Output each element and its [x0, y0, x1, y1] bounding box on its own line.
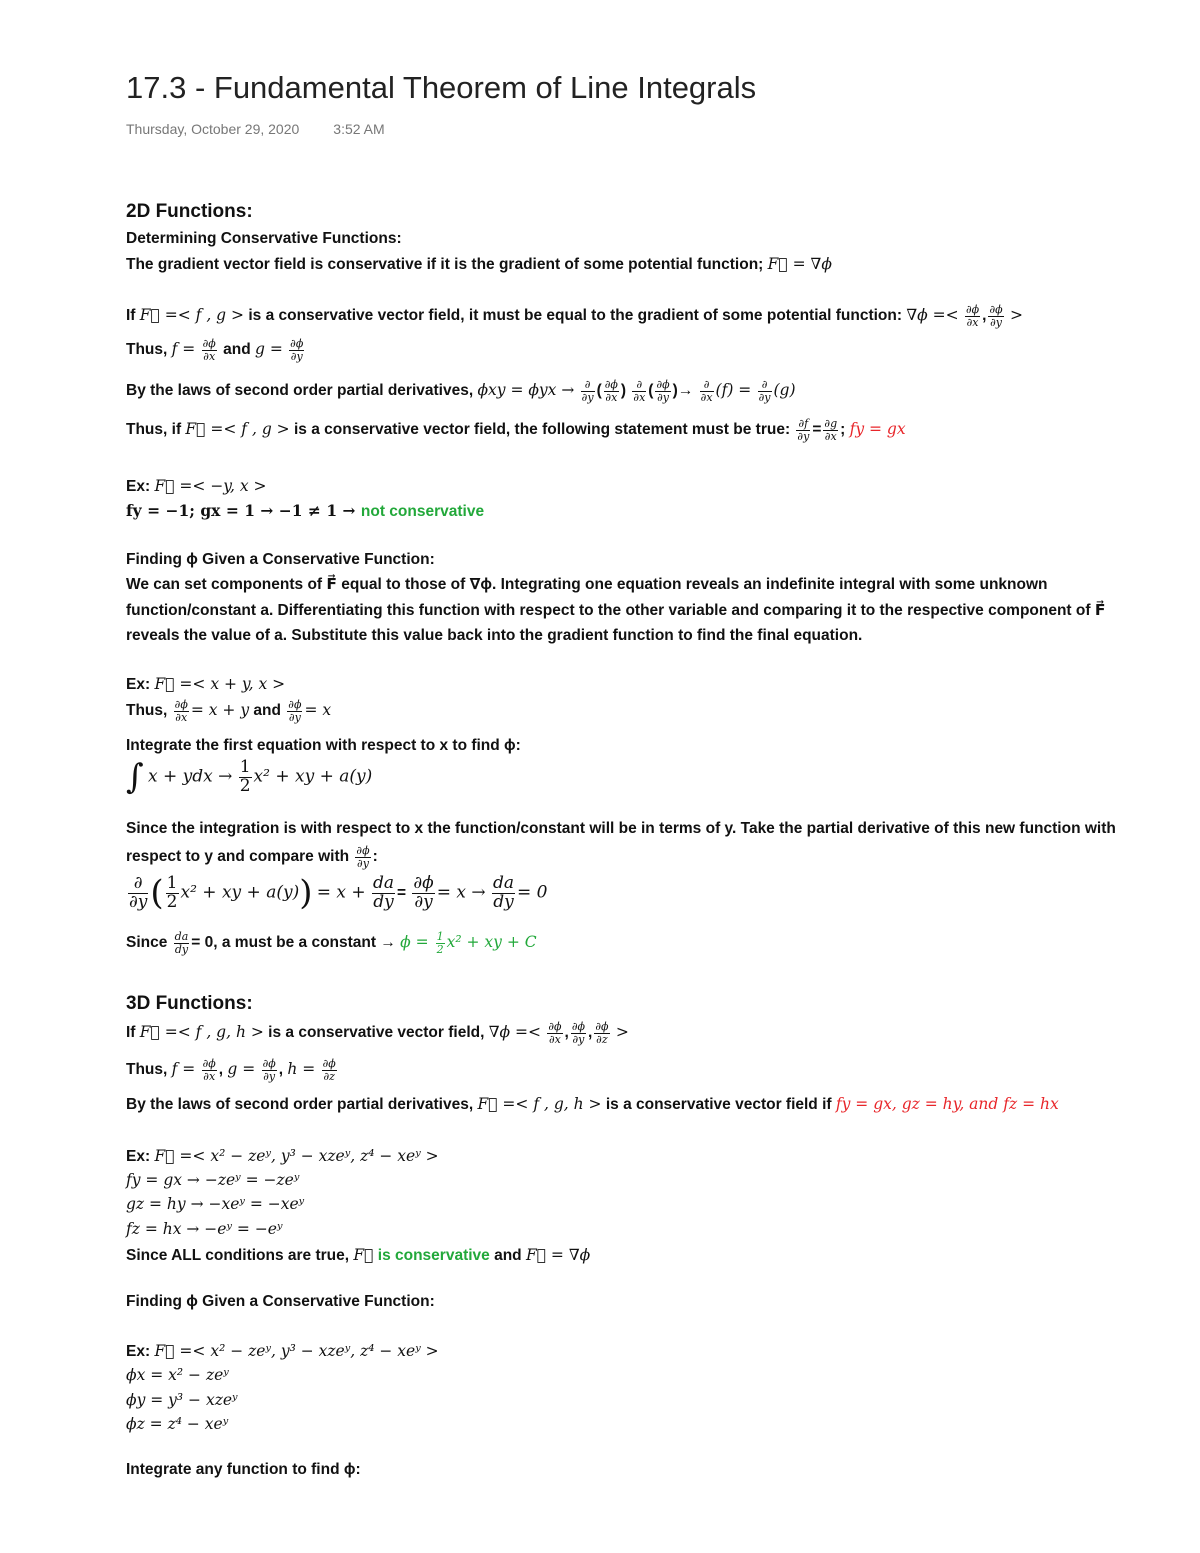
ex2-eq: F⃗ =< x + y, x >: [154, 675, 286, 693]
laws-line-2d: By the laws of second order partial derivatives, ϕxy = ϕyx → $\frac{\partial}{\partial y}$ ( $\frac{\partial\phi}{\partial x}$ ) $\frac{\partial}{\partial x}$ ( $\frac{\partial\phi}{\partial y}$ )→ $\frac{\partial}{\partial x}$ (f) = $\frac{\partial}{\partial y}$ (g): [126, 378, 796, 404]
laws-tail2: (g): [773, 381, 796, 400]
ex3d-l3: fz = hx → −eʸ = −eʸ: [126, 1220, 283, 1238]
conclusion-text-a: Thus, if: [126, 421, 186, 439]
ex1-label: Ex:: [126, 478, 155, 495]
since-line-a: Since the integration is with respect to x the function/constant will be in terms of y. Take the partial derivative of this new function with: [126, 820, 1116, 837]
if-eq-a: F⃗ =< f , g >: [139, 306, 245, 325]
frac-3d-dphi-dz: $\frac{\partial\phi}{\partial z}$: [595, 1020, 609, 1046]
frac-one-half: $\frac{1}{2}$: [239, 757, 251, 797]
thus-3d-f: f =: [171, 1060, 196, 1079]
deriv-end: = 0: [517, 882, 548, 903]
integral-a: x + ydx →: [148, 766, 233, 787]
heading-3d: 3D Functions:: [126, 993, 253, 1014]
ex2-and: and: [249, 702, 286, 720]
ex1-line2: fy = −1; gx = 1 → −1 ≠ 1 →: [126, 501, 361, 520]
frac-d-dx-2: $\frac{\partial}{\partial x}$: [700, 378, 713, 404]
heading-2d: 2D Functions:: [126, 201, 253, 222]
ex2-eq2: = x: [304, 701, 332, 720]
phi-y-line: ϕy = y³ − xzeʸ: [126, 1391, 238, 1409]
frac-da-dy-2: $\frac{da}{dy}$: [492, 873, 514, 913]
since2-result-tail: x² + xy + C: [446, 933, 537, 952]
frac-dphi-dx: $\frac{\partial\phi}{\partial x}$: [965, 303, 980, 329]
time-text: 3:52 AM: [333, 121, 385, 137]
ex3d2-eq: F⃗ =< x² − zeʸ, y³ − xzeʸ, z⁴ − xeʸ >: [154, 1342, 439, 1360]
integral-line: [126, 758, 372, 797]
if-3d-eq-c: >: [615, 1023, 629, 1042]
gradient-text: The gradient vector field is conservative if it is the gradient of some potential function;: [126, 256, 768, 273]
if-3d-eq-b: ∇ϕ =<: [488, 1023, 542, 1042]
conclusion-eq: F⃗ =< f , g >: [185, 420, 290, 439]
integral-b: x² + xy + a(y): [253, 766, 373, 787]
ex1-result: not conservative: [360, 503, 485, 520]
ex3d2-line: [126, 1343, 439, 1361]
ex3d2-label: Ex:: [126, 1343, 155, 1360]
laws-3d-red: fy = gx, gz = hy, and fz = hx: [835, 1095, 1059, 1113]
thus-3d-label: Thus,: [126, 1061, 172, 1079]
thus-label: Thus,: [126, 341, 172, 359]
ex2-line-b: [126, 699, 331, 723]
page-title: 17.3 - Fundamental Theorem of Line Integrals: [126, 70, 757, 105]
conclusion-line-2d: Thus, if F⃗ =< f , g > is a conservative vector field, the following statement must be true: $\frac{\partial f}{\partial y}$ = $\frac{\partial g}{\partial x}$ ; fy = gx: [126, 417, 906, 443]
since-3d-b: and: [489, 1247, 526, 1264]
finding-p2: function/constant a. Differentiating this function with respect to the other variable and comparing it to the respective component of F⃗: [126, 602, 1106, 619]
thus-line-3d: Thus, f = $\frac{\partial\phi}{\partial x}$ , g = $\frac{\partial\phi}{\partial y}$ , h = $\frac{\partial\phi}{\partial z}$: [126, 1057, 336, 1083]
finding-p1: We can set components of F⃗ equal to those of ∇ϕ. Integrating one equation reveals an indefinite integral with some unknown: [126, 576, 1048, 593]
ex1-line-b: [126, 502, 484, 521]
ex3d-line-a: [126, 1148, 439, 1166]
frac-dphi-dy-2: $\frac{\partial\phi}{\partial y}$: [290, 337, 304, 363]
ex1-eq: F⃗ =< −y, x >: [154, 477, 267, 495]
page-meta: [126, 121, 385, 137]
if-eq-c: >: [1009, 306, 1023, 325]
laws-3d-text: By the laws of second order partial derivatives,: [126, 1096, 478, 1113]
frac-dphi-dy-4: $\frac{\partial\phi}{\partial y}$: [288, 698, 302, 724]
thus-f: f =: [171, 340, 196, 359]
thus-g: g =: [254, 340, 283, 359]
since-3d-line: [126, 1247, 590, 1265]
deriv-eq: = x →: [436, 882, 486, 903]
since2-b: = 0, a must be a constant →: [191, 934, 401, 952]
ex2-thus: Thus,: [126, 702, 172, 720]
and-label: and: [223, 341, 255, 359]
frac-3d-dphi-dx: $\frac{\partial\phi}{\partial x}$: [548, 1020, 562, 1046]
ex3d-l2: gz = hy → −xeʸ = −xeʸ: [126, 1195, 305, 1213]
gradient-eq: F⃗ = ∇ϕ: [767, 255, 832, 273]
since-line-b: respect to y and compare with $\frac{\partial\phi}{\partial y}$ :: [126, 844, 378, 870]
integral-sign: ∫: [126, 757, 144, 797]
frac-dphi-dy-big: $\frac{\partial\phi}{\partial y}$: [413, 873, 434, 913]
since2-line: [126, 931, 537, 955]
frac-dphi-dy-5: $\frac{\partial\phi}{\partial y}$: [356, 844, 370, 870]
phi-z-line: ϕz = z⁴ − xeʸ: [126, 1415, 229, 1433]
ex2-eq1: = x + y: [190, 701, 250, 720]
if-line-3d: If F⃗ =< f , g, h > is a conservative vector field, ∇ϕ =< $\frac{\partial\phi}{\partial x}$ , $\frac{\partial\phi}{\partial y}$ , $\frac{\partial\phi}{\partial z}$ >: [126, 1020, 629, 1046]
conclusion-text-b: is a conservative vector field, the following statement must be true:: [289, 421, 795, 439]
thus-line-2d: [126, 338, 306, 362]
if-text-b: is a conservative vector field, it must be equal to the gradient of some potential function:: [244, 307, 907, 325]
frac-dphi-dx-2: $\frac{\partial\phi}{\partial x}$: [202, 337, 216, 363]
if-3d-eq-a: F⃗ =< f , g, h >: [139, 1023, 264, 1042]
if-line-2d: If F⃗ =< f , g > is a conservative vector field, it must be equal to the gradient of some potential function: ∇ϕ =< $\frac{\partial\phi}{\partial x}$ , $\frac{\partial\phi}{\partial y}$ >: [126, 303, 1023, 329]
ex1-line-a: [126, 478, 267, 496]
frac-3d-h: $\frac{\partial\phi}{\partial z}$: [322, 1057, 336, 1083]
since-3d-a: Since ALL conditions are true,: [126, 1247, 354, 1264]
laws-tail: (f) =: [715, 381, 752, 400]
laws-text: By the laws of second order partial derivatives,: [126, 382, 478, 400]
thus-3d-h: h =: [287, 1060, 316, 1079]
if-3d-text-b: is a conservative vector field,: [263, 1024, 489, 1042]
derivative-line: $\frac{\partial}{\partial y}$ ( $\frac{1}{2}$ x² + xy + a(y)) = x + $\frac{da}{dy}$ = $\frac{\partial\phi}{\partial y}$ = x → $\frac{da}{dy}$ = 0: [129, 873, 548, 913]
frac-dg-dx: $\frac{\partial g}{\partial x}$: [824, 417, 838, 443]
ex3d-label: Ex:: [126, 1148, 155, 1165]
frac-one-half-green: $\frac{1}{2}$: [436, 930, 444, 956]
finding-heading-2d: Finding ϕ Given a Conservative Function:: [126, 551, 435, 568]
frac-dphi-dy: $\frac{\partial\phi}{\partial y}$: [989, 303, 1003, 329]
frac-d-dx: $\frac{\partial}{\partial x}$: [633, 378, 646, 404]
frac-d-dy-big: $\frac{\partial}{\partial y}$: [129, 873, 148, 913]
since-3d-green: is conservative: [373, 1247, 490, 1264]
ex3d-l1: fy = gx → −zeʸ = −zeʸ: [126, 1171, 300, 1189]
gradient-line: [126, 256, 832, 274]
frac-dphi-dx-3: $\frac{\partial\phi}{\partial x}$: [604, 378, 618, 404]
ex2-label: Ex:: [126, 676, 155, 693]
frac-d-dy-2: $\frac{\partial}{\partial y}$: [758, 378, 771, 404]
integrate-line-3d: Integrate any function to find ϕ:: [126, 1461, 361, 1478]
frac-3d-g: $\frac{\partial\phi}{\partial y}$: [262, 1057, 276, 1083]
frac-dphi-dx-4: $\frac{\partial\phi}{\partial x}$: [174, 698, 188, 724]
if-text-a: If: [126, 307, 140, 325]
frac-dphi-dy-3: $\frac{\partial\phi}{\partial y}$: [656, 378, 670, 404]
deriv-inner: x² + xy + a(y): [180, 882, 300, 903]
since2-result: ϕ =: [400, 933, 434, 952]
laws-3d-eq: F⃗ =< f , g, h >: [477, 1095, 602, 1113]
if-eq-b: ∇ϕ =<: [906, 306, 959, 325]
ex2-line-a: [126, 676, 285, 694]
conclusion-red: fy = gx: [849, 420, 906, 439]
subheading-determining: Determining Conservative Functions:: [126, 230, 402, 247]
frac-da-dy-3: $\frac{da}{dy}$: [174, 930, 189, 956]
finding-p3: reveals the value of a. Substitute this value back into the gradient function to find the final equation.: [126, 627, 863, 644]
since-3d-f: F⃗: [353, 1246, 374, 1264]
deriv-mid: = x +: [316, 882, 366, 903]
integrate-line-2d: Integrate the first equation with respect to x to find ϕ:: [126, 737, 521, 754]
date-text: Thursday, October 29, 2020: [126, 121, 300, 137]
frac-3d-dphi-dy: $\frac{\partial\phi}{\partial y}$: [571, 1020, 586, 1046]
frac-df-dy: $\frac{\partial f}{\partial y}$: [797, 417, 810, 443]
finding-heading-3d: Finding ϕ Given a Conservative Function:: [126, 1293, 435, 1310]
frac-3d-f: $\frac{\partial\phi}{\partial x}$: [202, 1057, 216, 1083]
since2-a: Since: [126, 934, 172, 952]
thus-3d-g: g =: [227, 1060, 256, 1079]
since-text-b: respect to y and compare with: [126, 848, 354, 866]
laws-eq: ϕxy = ϕyx →: [477, 381, 575, 400]
frac-da-dy: $\frac{da}{dy}$: [372, 873, 395, 913]
if-3d-text-a: If: [126, 1024, 140, 1042]
frac-one-half-2: $\frac{1}{2}$: [166, 873, 178, 913]
laws-3d-text-b: is a conservative vector field if: [601, 1096, 836, 1113]
laws-line-3d: [126, 1096, 1059, 1114]
frac-d-dy: $\frac{\partial}{\partial y}$: [581, 378, 594, 404]
phi-x-line: ϕx = x² − zeʸ: [126, 1366, 229, 1384]
ex3d-eq: F⃗ =< x² − zeʸ, y³ − xzeʸ, z⁴ − xeʸ >: [154, 1147, 439, 1165]
since-3d-eq: F⃗ = ∇ϕ: [525, 1246, 591, 1264]
